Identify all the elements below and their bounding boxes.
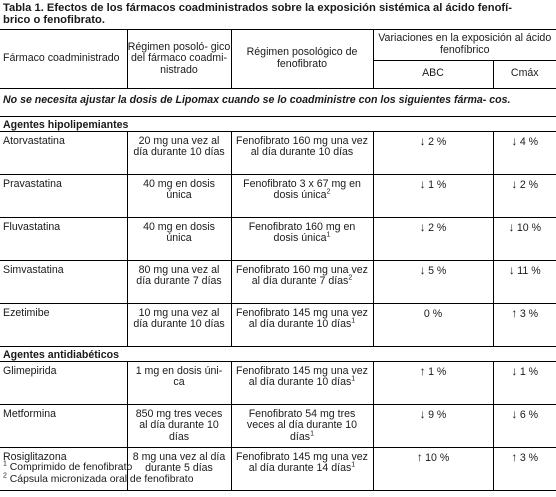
abc-arrow-icon: ↓	[419, 406, 429, 421]
cmax-value: 10 %	[516, 221, 542, 234]
cmax-change	[493, 260, 556, 303]
cmax-change	[493, 131, 556, 174]
abc-change	[373, 174, 493, 217]
abc-change	[373, 404, 493, 447]
cmax-change	[493, 303, 556, 346]
abc-value: 1 %	[428, 365, 447, 378]
header-cmax: Cmáx	[493, 60, 556, 88]
abc-value: 9 %	[428, 408, 447, 421]
cmax-value: 6 %	[519, 408, 539, 421]
cmax-arrow-icon: ↓	[508, 262, 518, 277]
fenofibrate-regimen	[231, 174, 373, 217]
cmax-change	[493, 447, 556, 490]
footnote-text: Comprimido de fenofibrato	[9, 462, 133, 473]
table-row	[0, 174, 556, 217]
drug-name: Pravastatina	[0, 174, 127, 217]
fenofibrate-regimen-text: Fenofibrato 160 mg en dosis única	[248, 220, 356, 244]
cmax-value: 3 %	[519, 451, 539, 464]
table-title-line: Tabla 1. Efectos de los fármacos coadministrados sobre la exposición sistémica al ácido fenofí-	[3, 2, 512, 14]
abc-value: 0 %	[423, 307, 443, 320]
drug-regimen: 20 mg una vez al día durante 10 días	[127, 131, 231, 174]
drug-regimen: 1 mg en dosis úni- ca	[127, 361, 231, 404]
cmax-change	[493, 404, 556, 447]
abc-value: 2 %	[428, 135, 447, 148]
cmax-change	[493, 174, 556, 217]
footnote-number: 2	[3, 472, 7, 480]
abc-change	[373, 447, 493, 490]
footnote-ref: 2	[326, 188, 331, 196]
drug-name: Atorvastatina	[0, 131, 127, 174]
footnote	[3, 474, 193, 486]
cmax-arrow-icon: ↑	[511, 449, 520, 464]
cmax-change	[493, 217, 556, 260]
abc-value: 2 %	[428, 221, 447, 234]
cmax-change	[493, 361, 556, 404]
fenofibrate-regimen-text: Fenofibrato 160 mg una vez al día durante 7 días	[236, 263, 368, 287]
footnotes	[3, 462, 193, 486]
cmax-value: 1 %	[519, 365, 539, 378]
footnote-number: 1	[3, 460, 7, 468]
footnote-ref: 1	[351, 461, 356, 469]
header-abc: ABC	[373, 60, 493, 88]
section-heading: Agentes antidiabéticos	[0, 346, 556, 361]
abc-change	[373, 217, 493, 260]
abc-value: 1 %	[428, 178, 447, 191]
interaction-table	[0, 30, 556, 491]
fenofibrate-regimen	[231, 260, 373, 303]
drug-name: Ezetimibe	[0, 303, 127, 346]
fenofibrate-regimen-text: Fenofibrato 145 mg una vez al día durante 10 días	[236, 306, 368, 330]
abc-value: 5 %	[428, 264, 447, 277]
cmax-value: 2 %	[519, 178, 539, 191]
fenofibrate-regimen	[231, 404, 373, 447]
abc-change	[373, 131, 493, 174]
footnote-ref: 1	[351, 317, 356, 325]
cmax-value: 11 %	[517, 264, 541, 277]
table-title-line: brico o fenofibrato.	[3, 14, 105, 26]
footnote-ref: 1	[351, 375, 356, 383]
drug-name: Rosiglitazona	[0, 447, 127, 490]
table-title	[3, 2, 551, 26]
cmax-arrow-icon: ↓	[511, 406, 520, 421]
drug-regimen: 40 mg en dosis única	[127, 217, 231, 260]
header-variation: Variaciones en la exposición al ácido fenofíbrico	[373, 30, 556, 60]
footnote	[3, 462, 193, 474]
fenofibrate-regimen	[231, 217, 373, 260]
cmax-arrow-icon: ↓	[511, 363, 520, 378]
table-row	[0, 217, 556, 260]
drug-regimen: 40 mg en dosis única	[127, 174, 231, 217]
abc-arrow-icon: ↓	[419, 176, 429, 191]
fenofibrate-regimen-text: Fenofibrato 160 mg una vez al día durante 10 días	[236, 134, 368, 158]
abc-arrow-icon: ↑	[416, 449, 426, 464]
dosage-note: No se necesita ajustar la dosis de Lipomax cuando se lo coadministre con los siguientes fárma- cos.	[0, 88, 556, 116]
drug-name: Metformina	[0, 404, 127, 447]
header-drug-regimen: Régimen posoló- gico del fármaco coadmi- nistrado	[127, 30, 231, 88]
fenofibrate-regimen	[231, 303, 373, 346]
header-feno-regimen: Régimen posológico de fenofibrato	[231, 30, 373, 88]
abc-arrow-icon: ↓	[419, 219, 429, 234]
abc-change	[373, 361, 493, 404]
footnote-ref: 2	[348, 274, 353, 282]
fenofibrate-regimen-text: Fenofibrato 54 mg tres veces al día durante 10 días	[246, 407, 358, 443]
drug-regimen: 10 mg una vez al día durante 10 días	[127, 303, 231, 346]
header-drug: Fármaco coadministrado	[0, 30, 127, 88]
fenofibrate-regimen-text: Fenofibrato 145 mg una vez al día durante 14 días	[236, 450, 368, 474]
table-row	[0, 260, 556, 303]
abc-arrow-icon: ↓	[419, 133, 429, 148]
table-row	[0, 131, 556, 174]
cmax-value: 3 %	[519, 307, 539, 320]
abc-change	[373, 303, 493, 346]
abc-change	[373, 260, 493, 303]
cmax-value: 4 %	[519, 135, 539, 148]
section-heading: Agentes hipolipemiantes	[0, 116, 556, 131]
drug-name: Fluvastatina	[0, 217, 127, 260]
drug-regimen: 850 mg tres veces al día durante 10 días	[127, 404, 231, 447]
footnote-text: Cápsula micronizada oral de fenofibrato	[9, 474, 194, 485]
footnote-ref: 1	[326, 231, 331, 239]
table-row	[0, 404, 556, 447]
table-row	[0, 303, 556, 346]
fenofibrate-regimen	[231, 131, 373, 174]
abc-arrow-icon: ↑	[419, 363, 429, 378]
fenofibrate-regimen-text: Fenofibrato 145 mg una vez al día durante 10 días	[236, 364, 368, 388]
fenofibrate-regimen	[231, 447, 373, 490]
drug-name: Glimepirida	[0, 361, 127, 404]
drug-name: Simvastatina	[0, 260, 127, 303]
cmax-arrow-icon: ↑	[511, 305, 520, 320]
abc-value: 10 %	[425, 451, 450, 464]
footnote-ref: 1	[310, 429, 314, 437]
cmax-arrow-icon: ↓	[508, 219, 517, 234]
abc-arrow-icon: ↓	[419, 262, 429, 277]
cmax-arrow-icon: ↓	[511, 176, 520, 191]
fenofibrate-regimen	[231, 361, 373, 404]
drug-regimen: 80 mg una vez al día durante 7 días	[127, 260, 231, 303]
fenofibrate-regimen-text: Fenofibrato 3 x 67 mg en dosis única	[243, 177, 361, 201]
drug-regimen: 8 mg una vez al día durante 5 días	[127, 447, 231, 490]
table-row	[0, 361, 556, 404]
cmax-arrow-icon: ↓	[511, 133, 520, 148]
